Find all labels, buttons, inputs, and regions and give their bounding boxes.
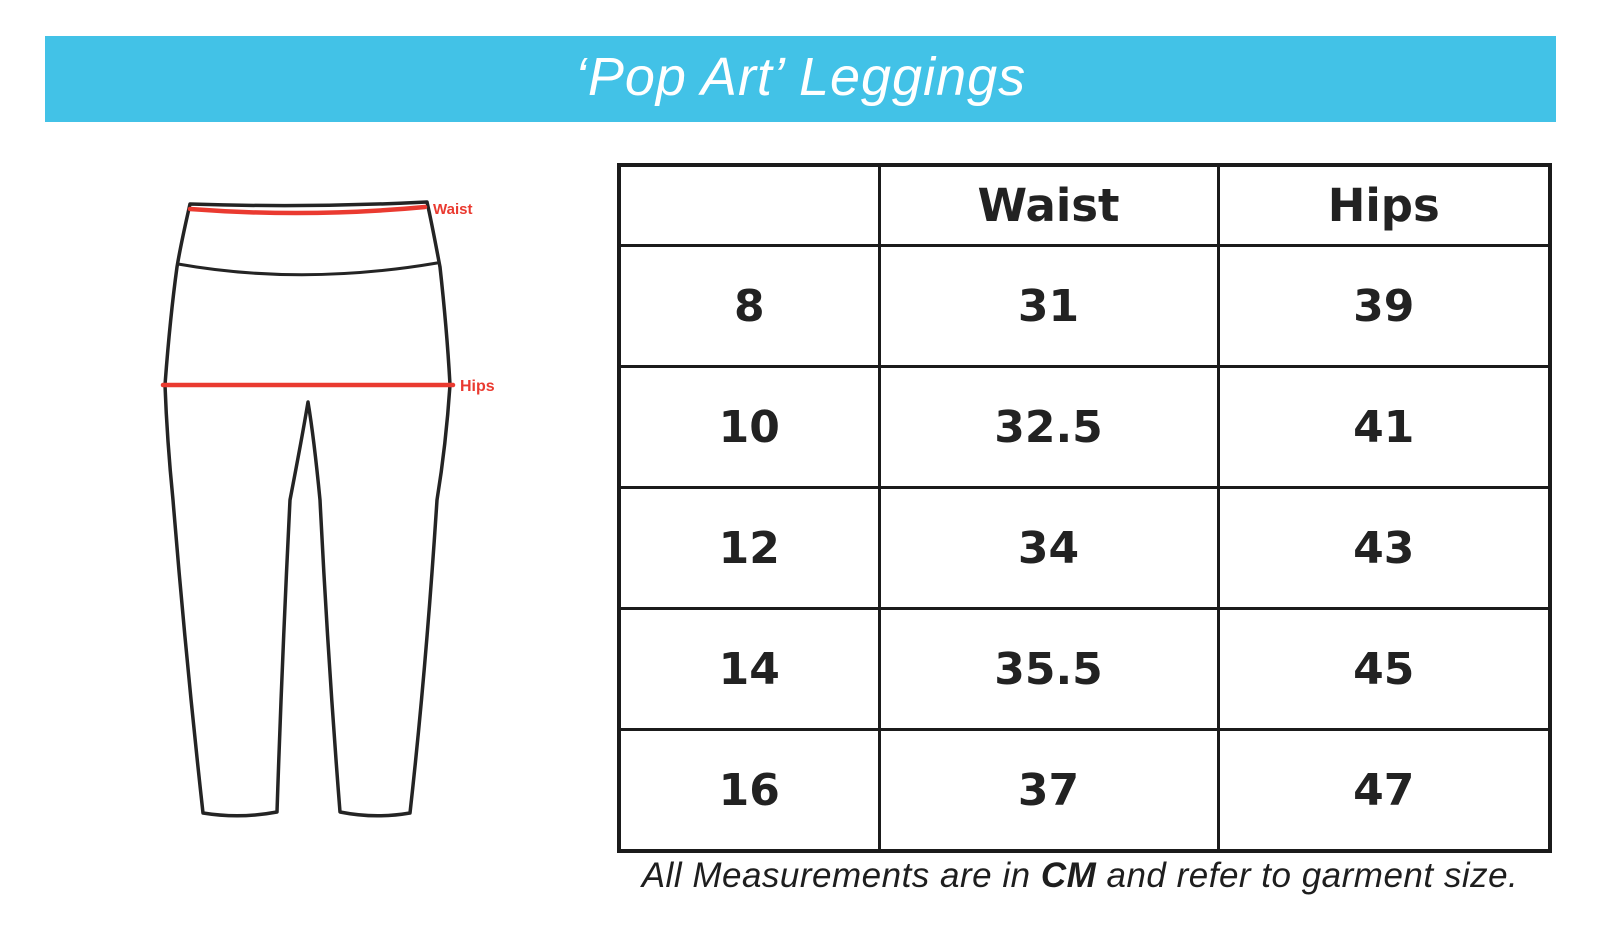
page-title: ‘Pop Art’ Leggings — [574, 47, 1027, 107]
header-waist-cell: Waist — [879, 165, 1218, 246]
table-row — [619, 367, 1550, 488]
hips-cell: 39 — [1218, 246, 1550, 367]
size-cell: 8 — [619, 246, 879, 367]
measurement-note — [600, 856, 1560, 896]
waist-cell: 34 — [879, 488, 1218, 609]
hips-cell: 41 — [1218, 367, 1550, 488]
header-hips-cell: Hips — [1218, 165, 1550, 246]
hips-cell: 47 — [1218, 730, 1550, 852]
size-cell: 14 — [619, 609, 879, 730]
leggings-diagram — [150, 190, 530, 840]
hips-cell: 45 — [1218, 609, 1550, 730]
table-row — [619, 488, 1550, 609]
waist-cell: 31 — [879, 246, 1218, 367]
hips-line-label: Hips — [460, 378, 495, 395]
waist-cell: 37 — [879, 730, 1218, 852]
waist-line-label: Waist — [433, 201, 473, 218]
size-cell: 16 — [619, 730, 879, 852]
size-cell: 12 — [619, 488, 879, 609]
header-size-cell — [619, 165, 879, 246]
note-prefix: All Measurements are in — [641, 856, 1041, 895]
table-row — [619, 609, 1550, 730]
title-banner — [45, 36, 1556, 122]
table-row — [619, 246, 1550, 367]
size-table — [617, 163, 1552, 853]
size-cell: 10 — [619, 367, 879, 488]
table-header-row — [619, 165, 1550, 246]
waist-cell: 32.5 — [879, 367, 1218, 488]
note-unit: CM — [1040, 856, 1097, 895]
note-suffix: and refer to garment size. — [1096, 856, 1519, 895]
waist-cell: 35.5 — [879, 609, 1218, 730]
table-row — [619, 730, 1550, 852]
leggings-outline — [165, 202, 450, 816]
hips-cell: 43 — [1218, 488, 1550, 609]
